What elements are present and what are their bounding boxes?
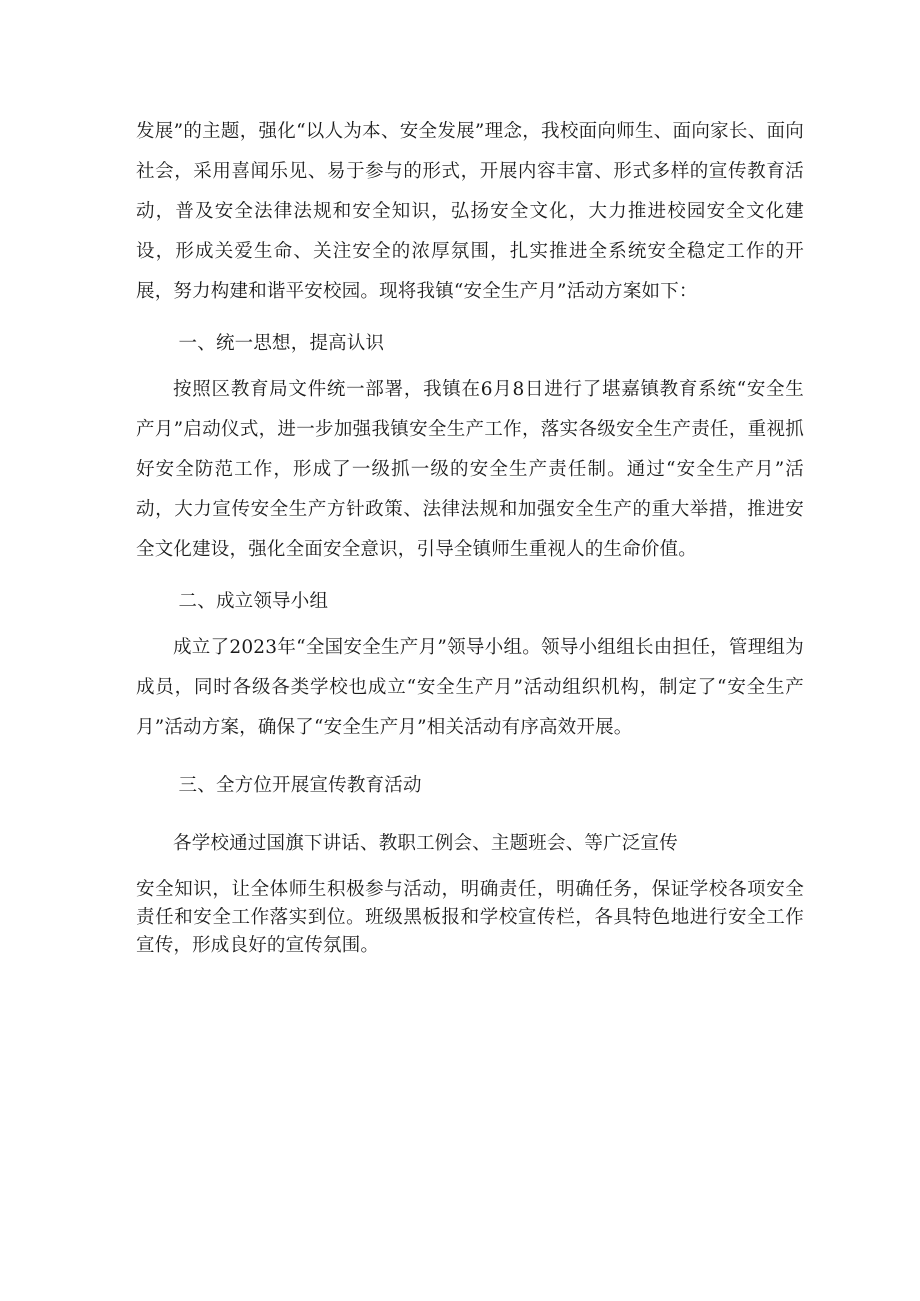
spacer — [136, 570, 804, 582]
section-3-continuation: 安全知识，让全体师生积极参与活动，明确责任，明确任务，保证学校各项安全责任和安全工作落实到位。班级黑板报和学校宣传栏，各具特色地进行安全工作宣传，形成良好的宣传氛围。 — [136, 879, 804, 956]
section-heading-1: 一、统一思想，提高认识 — [178, 333, 385, 354]
section-heading-2: 二、成立领导小组 — [178, 591, 329, 612]
document-body — [136, 112, 804, 960]
intro-paragraph: 发展”的主题，强化“以人为本、安全发展”理念，我校面向师生、面向家长、面向社会，采用喜闻乐见、易于参与的形式，开展内容丰富、形式多样的宣传教育活动，普及安全法律法规和安全知识，弘扬安全文化，大力推进校园安全文化建设，形成关爱生命、关注安全的浓厚氛围，扎实推进全系统安全稳定工作的开展，努力构建和谐平安校园。现将我镇“安全生产月”活动方案如下： — [136, 121, 804, 302]
section-3-paragraph: 各学校通过国旗下讲话、教职工例会、主题班会、等广泛宣传 — [173, 833, 678, 854]
spacer — [136, 806, 804, 824]
section-heading-3: 三、全方位开展宣传教育活动 — [178, 775, 422, 796]
spacer — [136, 864, 804, 876]
spacer — [136, 312, 804, 324]
spacer — [136, 748, 804, 766]
section-1-paragraph: 按照区教育局文件统一部署，我镇在6月8日进行了堪嘉镇教育系统“安全生产月”启动仪式，进一步加强我镇安全生产工作，落实各级安全生产责任，重视抓好安全防范工作，形成了一级抓一级的安全生产责任制。通过“安全生产月”活动，大力宣传安全生产方针政策、法律法规和加强安全生产的重大举措，推进安全文化建设，强化全面安全意识，引导全镇师生重视人的生命价值。 — [136, 379, 804, 560]
section-2-paragraph: 成立了2023年“全国安全生产月”领导小组。领导小组组长由担任，管理组为成员，同时各级各类学校也成立“安全生产月”活动组织机构，制定了“安全生产月”活动方案，确保了“安全生产月”相关活动有序高效开展。 — [136, 637, 804, 738]
